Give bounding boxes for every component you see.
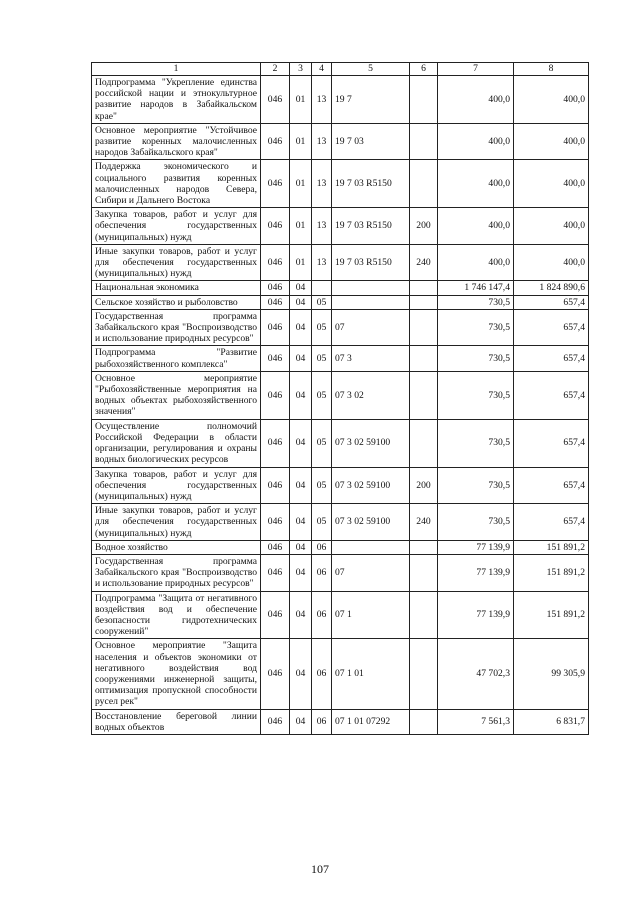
section-code: 04 <box>290 346 312 371</box>
column-header: 1 <box>92 63 261 76</box>
row-name: Национальная экономика <box>92 281 261 295</box>
amount-year-2: 400,0 <box>514 76 589 124</box>
ministry-code: 046 <box>261 123 290 160</box>
expense-type-code <box>410 160 438 208</box>
table-row <box>92 419 589 467</box>
table-row <box>92 639 589 709</box>
target-item-code: 19 7 03 R5150 <box>332 160 410 208</box>
target-item-code: 07 3 02 59100 <box>332 467 410 504</box>
target-item-code: 07 3 <box>332 346 410 371</box>
ministry-code: 046 <box>261 540 290 554</box>
ministry-code: 046 <box>261 208 290 245</box>
column-header: 5 <box>332 63 410 76</box>
expense-type-code <box>410 540 438 554</box>
table-row <box>92 709 589 734</box>
table-row <box>92 123 589 160</box>
ministry-code: 046 <box>261 554 290 591</box>
ministry-code: 046 <box>261 709 290 734</box>
expense-type-code <box>410 295 438 309</box>
amount-year-1: 730,5 <box>438 504 514 541</box>
ministry-code: 046 <box>261 504 290 541</box>
subsection-code: 06 <box>312 639 332 709</box>
column-number-row <box>92 63 589 76</box>
table-row <box>92 160 589 208</box>
subsection-code: 05 <box>312 504 332 541</box>
amount-year-2: 151 891,2 <box>514 554 589 591</box>
row-name: Основное мероприятие "Рыбохозяйственные мероприятия на водных объектах рыбохозяйственного значения" <box>92 371 261 419</box>
expense-type-code <box>410 281 438 295</box>
target-item-code: 07 3 02 59100 <box>332 419 410 467</box>
amount-year-2: 6 831,7 <box>514 709 589 734</box>
amount-year-1: 730,5 <box>438 295 514 309</box>
subsection-code: 05 <box>312 295 332 309</box>
amount-year-2: 1 824 890,6 <box>514 281 589 295</box>
subsection-code: 13 <box>312 123 332 160</box>
subsection-code: 13 <box>312 160 332 208</box>
subsection-code: 06 <box>312 540 332 554</box>
expense-type-code <box>410 123 438 160</box>
amount-year-2: 99 305,9 <box>514 639 589 709</box>
target-item-code: 07 3 02 59100 <box>332 504 410 541</box>
expense-type-code: 200 <box>410 208 438 245</box>
expense-type-code <box>410 309 438 346</box>
section-code: 04 <box>290 309 312 346</box>
page-number: 107 <box>311 862 329 876</box>
table-row <box>92 346 589 371</box>
target-item-code <box>332 295 410 309</box>
amount-year-1: 730,5 <box>438 309 514 346</box>
table-row <box>92 467 589 504</box>
row-name: Подпрограмма "Защита от негативного воздействия вод и обеспечение безопасности гидротехнических сооружений" <box>92 591 261 639</box>
ministry-code: 046 <box>261 244 290 281</box>
row-name: Восстановление береговой линии водных объектов <box>92 709 261 734</box>
row-name: Подпрограмма "Развитие рыбохозяйственного комплекса" <box>92 346 261 371</box>
section-code: 04 <box>290 295 312 309</box>
ministry-code: 046 <box>261 309 290 346</box>
amount-year-2: 400,0 <box>514 208 589 245</box>
expense-type-code <box>410 591 438 639</box>
row-name: Сельское хозяйство и рыболовство <box>92 295 261 309</box>
row-name: Иные закупки товаров, работ и услуг для обеспечения государственных (муниципальных) нужд <box>92 244 261 281</box>
expense-type-code <box>410 709 438 734</box>
column-header: 6 <box>410 63 438 76</box>
target-item-code: 07 1 01 07292 <box>332 709 410 734</box>
row-name: Водное хозяйство <box>92 540 261 554</box>
section-code: 04 <box>290 554 312 591</box>
ministry-code: 046 <box>261 419 290 467</box>
amount-year-1: 730,5 <box>438 467 514 504</box>
section-code: 04 <box>290 639 312 709</box>
amount-year-2: 400,0 <box>514 244 589 281</box>
row-name: Иные закупки товаров, работ и услуг для обеспечения государственных (муниципальных) нужд <box>92 504 261 541</box>
ministry-code: 046 <box>261 639 290 709</box>
amount-year-2: 657,4 <box>514 371 589 419</box>
amount-year-1: 730,5 <box>438 419 514 467</box>
target-item-code: 19 7 03 R5150 <box>332 208 410 245</box>
expense-type-code <box>410 639 438 709</box>
table-row <box>92 309 589 346</box>
row-name: Основное мероприятие "Устойчивое развитие коренных малочисленных народов Забайкальского края" <box>92 123 261 160</box>
amount-year-1: 730,5 <box>438 346 514 371</box>
subsection-code: 05 <box>312 371 332 419</box>
row-name: Государственная программа Забайкальского края "Воспроизводство и использование природных ресурсов" <box>92 554 261 591</box>
column-header: 2 <box>261 63 290 76</box>
section-code: 01 <box>290 160 312 208</box>
target-item-code <box>332 281 410 295</box>
amount-year-2: 657,4 <box>514 346 589 371</box>
amount-year-2: 151 891,2 <box>514 591 589 639</box>
expense-type-code: 200 <box>410 467 438 504</box>
row-name: Основное мероприятие "Защита населения и объектов экономики от негативного воздействия вод сооружениями инженерной защиты, оптимизация пропускной способности русел рек" <box>92 639 261 709</box>
amount-year-1: 730,5 <box>438 371 514 419</box>
target-item-code: 07 1 <box>332 591 410 639</box>
subsection-code: 05 <box>312 419 332 467</box>
subsection-code: 13 <box>312 208 332 245</box>
table-row <box>92 554 589 591</box>
amount-year-1: 77 139,9 <box>438 540 514 554</box>
table-row <box>92 208 589 245</box>
table-row <box>92 244 589 281</box>
table-row <box>92 295 589 309</box>
amount-year-2: 657,4 <box>514 295 589 309</box>
amount-year-1: 400,0 <box>438 244 514 281</box>
expense-type-code <box>410 346 438 371</box>
ministry-code: 046 <box>261 295 290 309</box>
amount-year-1: 400,0 <box>438 160 514 208</box>
section-code: 04 <box>290 281 312 295</box>
subsection-code: 05 <box>312 346 332 371</box>
amount-year-2: 657,4 <box>514 309 589 346</box>
section-code: 01 <box>290 123 312 160</box>
amount-year-1: 47 702,3 <box>438 639 514 709</box>
subsection-code <box>312 281 332 295</box>
target-item-code: 19 7 03 R5150 <box>332 244 410 281</box>
column-header: 4 <box>312 63 332 76</box>
table-row <box>92 504 589 541</box>
target-item-code: 07 <box>332 309 410 346</box>
section-code: 04 <box>290 467 312 504</box>
subsection-code: 13 <box>312 244 332 281</box>
expense-type-code <box>410 76 438 124</box>
row-name: Государственная программа Забайкальского края "Воспроизводство и использование природных ресурсов" <box>92 309 261 346</box>
expense-type-code <box>410 554 438 591</box>
subsection-code: 06 <box>312 554 332 591</box>
row-name: Закупка товаров, работ и услуг для обеспечения государственных (муниципальных) нужд <box>92 208 261 245</box>
target-item-code: 07 1 01 <box>332 639 410 709</box>
ministry-code: 046 <box>261 160 290 208</box>
table-row <box>92 281 589 295</box>
section-code: 04 <box>290 419 312 467</box>
ministry-code: 046 <box>261 281 290 295</box>
table-row <box>92 540 589 554</box>
expense-type-code: 240 <box>410 504 438 541</box>
ministry-code: 046 <box>261 346 290 371</box>
section-code: 01 <box>290 244 312 281</box>
amount-year-2: 400,0 <box>514 160 589 208</box>
expense-type-code <box>410 371 438 419</box>
amount-year-1: 400,0 <box>438 76 514 124</box>
amount-year-1: 400,0 <box>438 208 514 245</box>
section-code: 01 <box>290 76 312 124</box>
subsection-code: 05 <box>312 309 332 346</box>
amount-year-2: 151 891,2 <box>514 540 589 554</box>
ministry-code: 046 <box>261 467 290 504</box>
target-item-code <box>332 540 410 554</box>
section-code: 01 <box>290 208 312 245</box>
row-name: Закупка товаров, работ и услуг для обеспечения государственных (муниципальных) нужд <box>92 467 261 504</box>
amount-year-1: 1 746 147,4 <box>438 281 514 295</box>
section-code: 04 <box>290 709 312 734</box>
column-header: 7 <box>438 63 514 76</box>
target-item-code: 19 7 <box>332 76 410 124</box>
subsection-code: 13 <box>312 76 332 124</box>
table-row <box>92 76 589 124</box>
amount-year-1: 7 561,3 <box>438 709 514 734</box>
section-code: 04 <box>290 504 312 541</box>
amount-year-2: 657,4 <box>514 504 589 541</box>
amount-year-2: 400,0 <box>514 123 589 160</box>
row-name: Подпрограмма "Укрепление единства российской нации и этнокультурное развитие народов в Забайкальском крае" <box>92 76 261 124</box>
target-item-code: 19 7 03 <box>332 123 410 160</box>
table-row <box>92 591 589 639</box>
section-code: 04 <box>290 540 312 554</box>
ministry-code: 046 <box>261 371 290 419</box>
target-item-code: 07 3 02 <box>332 371 410 419</box>
row-name: Осуществление полномочий Российской Федерации в области организации, регулирования и охраны водных биологических ресурсов <box>92 419 261 467</box>
row-name: Поддержка экономического и социального развития коренных малочисленных народов Севера, Сибири и Дальнего Востока <box>92 160 261 208</box>
ministry-code: 046 <box>261 76 290 124</box>
column-header: 3 <box>290 63 312 76</box>
amount-year-1: 77 139,9 <box>438 591 514 639</box>
section-code: 04 <box>290 371 312 419</box>
target-item-code: 07 <box>332 554 410 591</box>
subsection-code: 05 <box>312 467 332 504</box>
ministry-code: 046 <box>261 591 290 639</box>
amount-year-1: 77 139,9 <box>438 554 514 591</box>
subsection-code: 06 <box>312 591 332 639</box>
column-header: 8 <box>514 63 589 76</box>
expense-type-code: 240 <box>410 244 438 281</box>
budget-table <box>91 62 589 735</box>
table-row <box>92 371 589 419</box>
subsection-code: 06 <box>312 709 332 734</box>
expense-type-code <box>410 419 438 467</box>
amount-year-1: 400,0 <box>438 123 514 160</box>
amount-year-2: 657,4 <box>514 419 589 467</box>
amount-year-2: 657,4 <box>514 467 589 504</box>
section-code: 04 <box>290 591 312 639</box>
